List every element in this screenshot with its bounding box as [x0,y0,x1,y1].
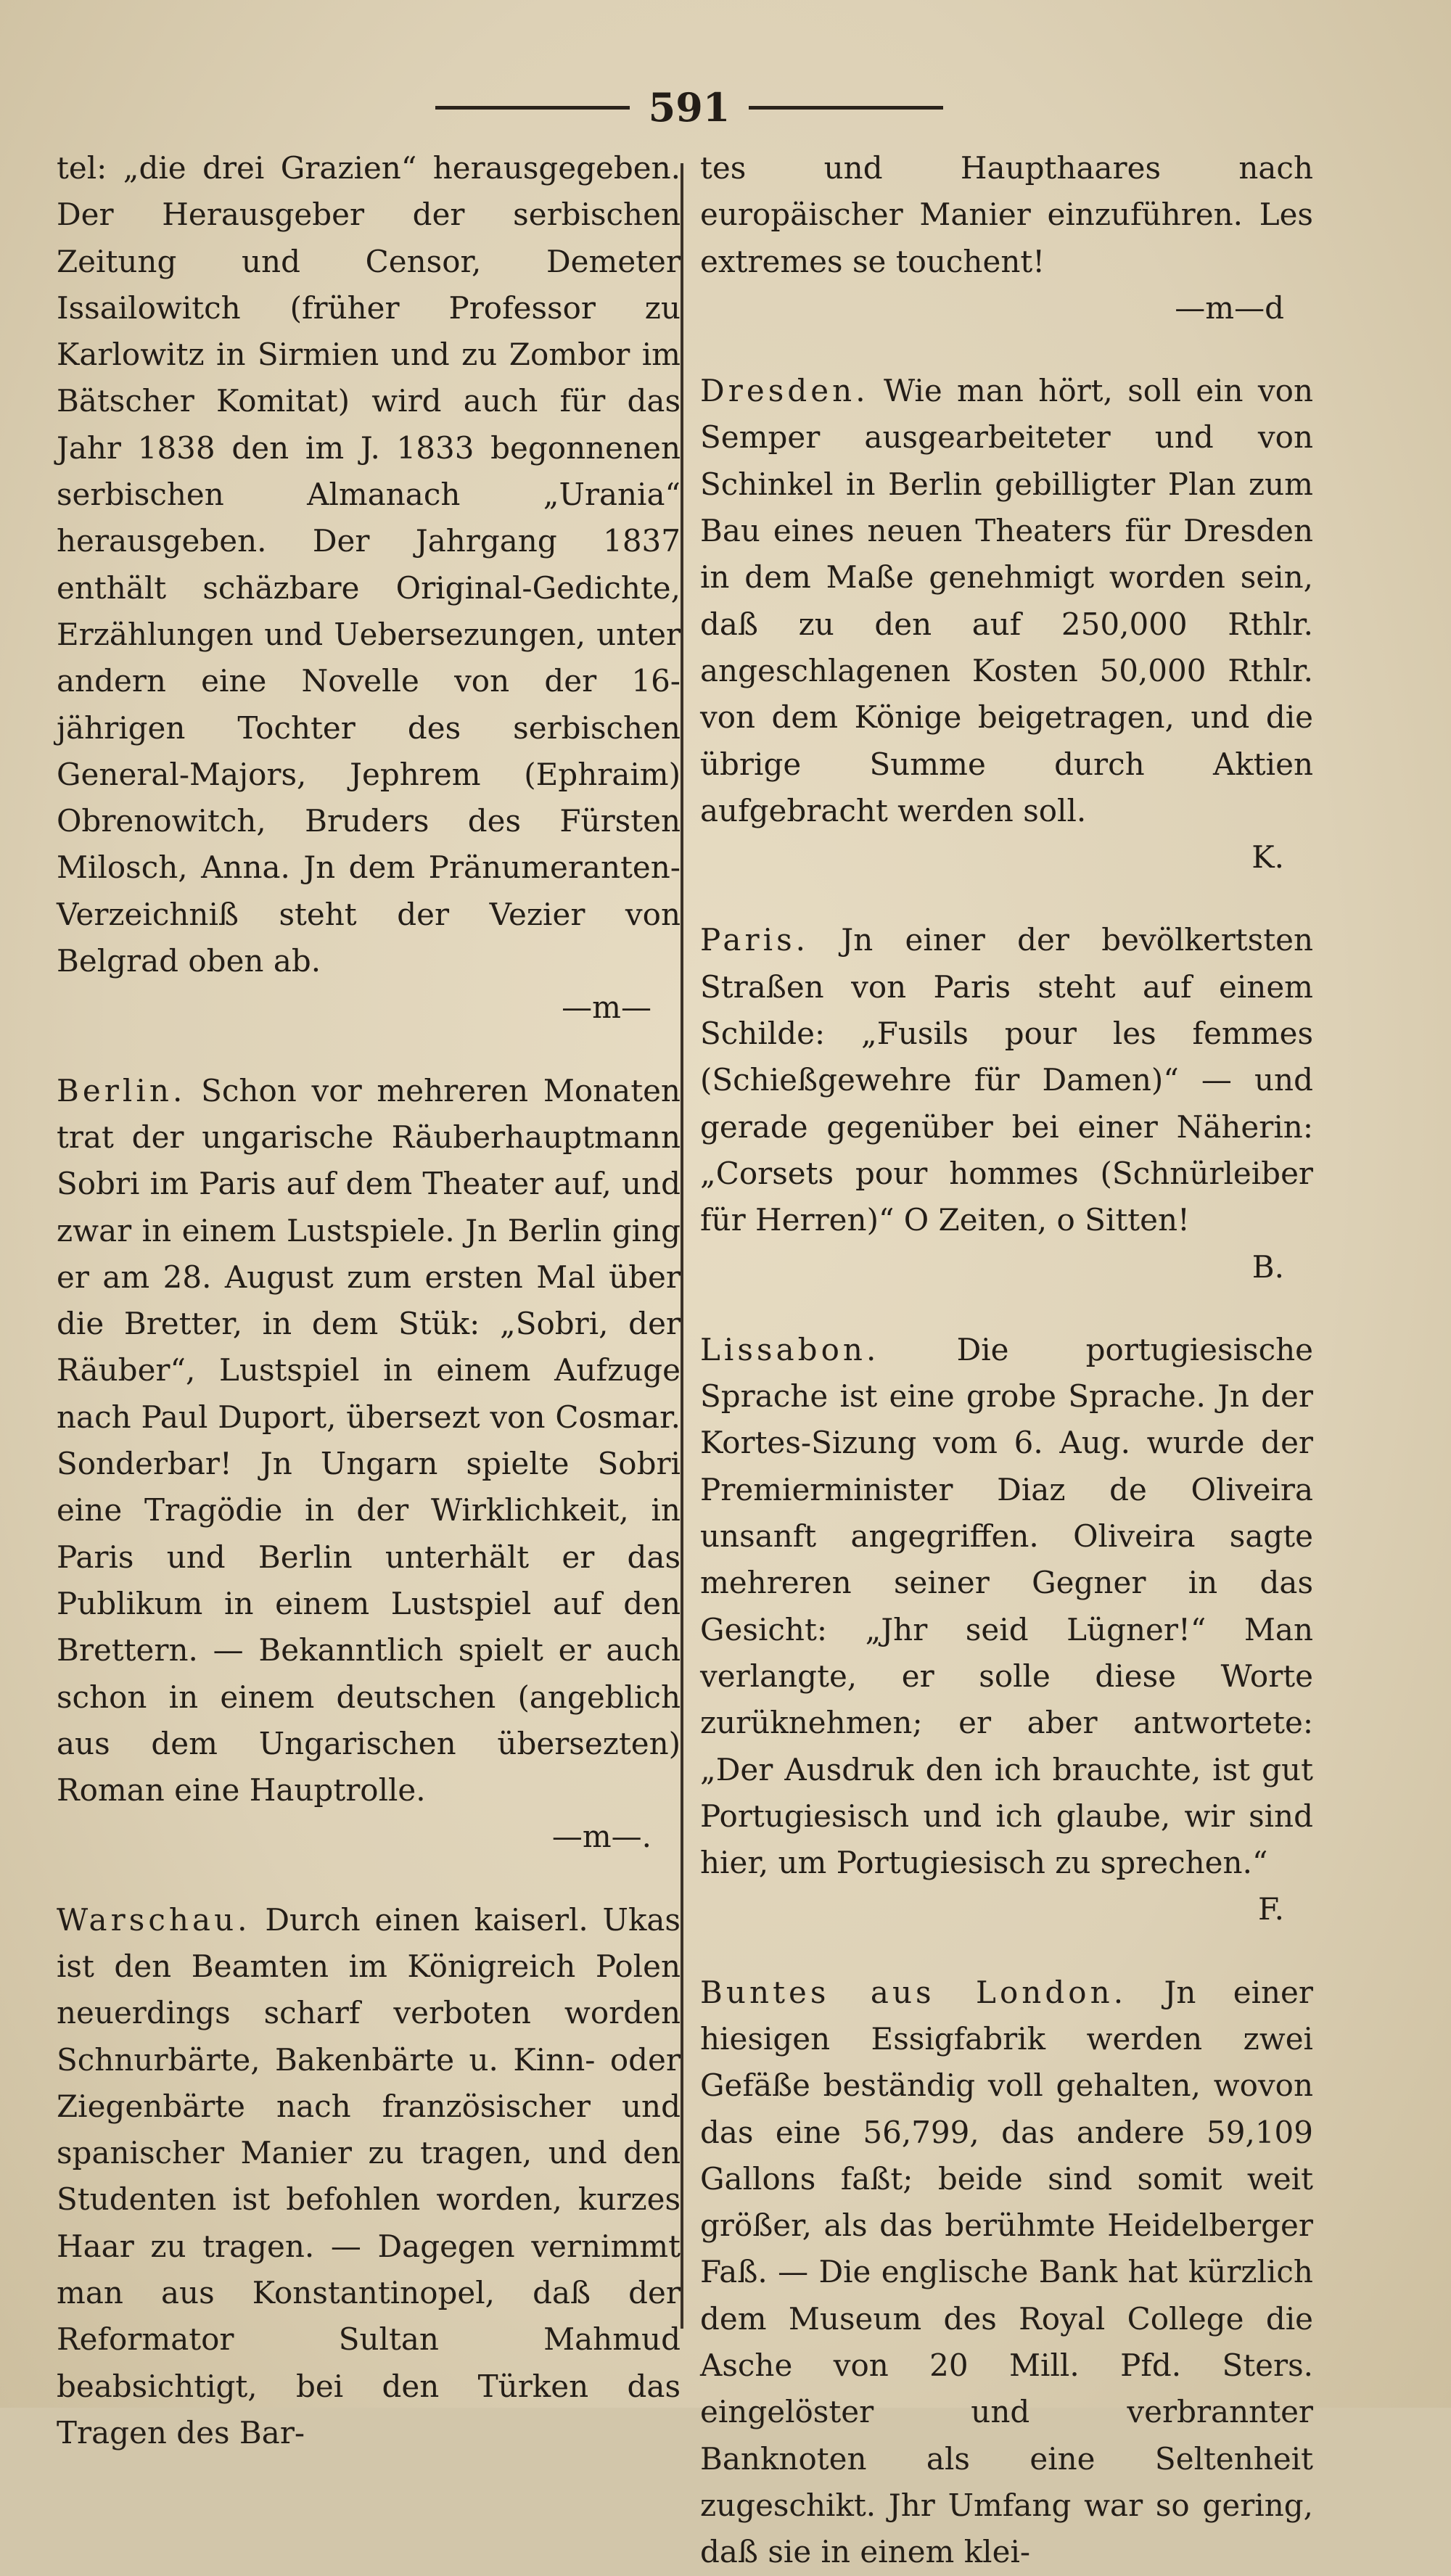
article-text: Schon vor mehreren Monaten trat der ungarische Räuberhauptmann Sobri im Paris auf dem Theater auf, und zwar in einem Lustspiele. Jn Berlin ging er am 28. August zum ersten Mal über die Bretter, in dem Stük: „Sobri, der Räuber“, Lustspiel in einem Aufzuge nach Paul Duport, übersezt von Cosmar. Sonderbar! Jn Ungarn spielte Sobri eine Tragödie in der Wirklichkeit, in Paris und Berlin unterhält er das Publikum in einem Lustspiel auf den Brettern. — Bekanntlich spielt er auch schon in einem deutschen (angeblich aus dem Ungarischen übersezten) Roman eine Hauptrolle. [57,1072,681,1808]
article-signature: B. [1251,1248,1284,1285]
article-warschau [57,1897,681,2457]
article-text: tes und Haupthaares nach europäischer Manier einzuführen. Les extremes se touchent! [700,150,1313,279]
right-column [700,145,1314,2570]
article-text: Die portugiesische Sprache ist eine grobe Sprache. Jn der Kortes-Sizung vom 6. Aug. wurde der Premierminister Diaz de Oliveira unsanft angegriffen. Oliveira sagte mehreren seiner Gegner in das Gesicht: „Jhr seid Lügner!“ Man verlangte, er solle diese Worte zurüknehmen; er aber antwortete: „Der Ausdruk den ich brauchte, ist gut Portugiesisch und ich glaube, wir sind hier, um Portugiesisch zu sprechen.“ [700,1331,1313,1881]
article-dresden [700,368,1313,881]
article-place: Warschau. [57,1901,251,1938]
article-text: Jn einer der bevölkertsten Straßen von Paris steht auf einem Schilde: „Fusils pour les femmes (Schießgewehre für Damen)“ — und gerade gegenüber bei einer Näherin: „Corsets pour hommes (Schnürleiber für Herren)“ O Zeiten, o Sitten! [700,922,1313,1238]
article-place: Lissabon. [700,1331,880,1367]
page-header [435,78,943,136]
header-rule-right [749,106,943,110]
article-signature: —m— [562,989,651,1026]
article-text: Durch einen kaiserl. Ukas ist den Beamten im Königreich Polen neuerdings scharf verboten worden Schnurbärte, Bakenbärte u. Kinn- oder Ziegenbärte nach französischer und spanischer Manier zu tragen, und den Studenten ist befohlen worden, kurzes Haar zu tragen. — Dagegen vernimmt man aus Konstantinopel, daß der Reformator Sultan Mahmud beabsichtigt, bei den Türken das Tragen des Bar- [57,1901,681,2451]
article-paris [700,917,1313,1290]
article-place: Paris. [700,922,810,958]
left-column [57,145,681,2451]
article-place: Dresden. [700,373,869,409]
article-berlin [57,1068,681,1861]
article-place: Berlin. [57,1072,186,1108]
article-place: Buntes aus London. [700,1974,1127,2010]
article-signature: —m—. [551,1819,651,1855]
article-continuation [57,145,681,1032]
article-london [700,1970,1313,2576]
article-continuation [700,145,1313,332]
article-text: Jn einer hiesigen Essigfabrik werden zwei Gefäße beständig voll gehalten, wovon das eine 56,799, das andere 59,109 Gallons faßt; beide sind somit weit größer, als das berühmte Heidelberger Faß. — Die englische Bank hat kürzlich dem Museum des Royal College die Asche von 20 Mill. Pfd. Sters. eingelöster und verbrannter Banknoten als eine Seltenheit zugeschikt. Jhr Umfang war so gering, daß sie in einem klei- [700,1974,1313,2570]
article-text: tel: „die drei Grazien“ herausgegeben. Der Herausgeber der serbischen Zeitung und Censor, Demeter Issailowitch (früher Professor zu Karlowitz in Sirmien und zu Zombor im Bätscher Komitat) wird auch für das Jahr 1838 den im J. 1833 begonnenen serbischen Almanach „Urania“ herausgeben. Der Jahrgang 1837 enthält schäzbare Original-Gedichte, Erzählungen und Uebersezungen, unter andern eine Novelle von der 16-jährigen Tochter des serbischen General-Majors, Jephrem (Ephraim) Obrenowitch, Bruders des Fürsten Milosch, Anna. Jn dem Pränumeranten-Verzeichniß steht der Vezier von Belgrad oben ab. [57,150,681,979]
article-text: Wie man hört, soll ein von Semper ausgearbeiteter und von Schinkel in Berlin gebilligter Plan zum Bau eines neuen Theaters für Dresden in dem Maße genehmigt worden sein, daß zu den auf 250,000 Rthlr. angeschlagenen Kosten 50,000 Rthlr. von dem Könige beigetragen, und die übrige Summe durch Aktien aufgebracht werden soll. [700,373,1314,828]
article-lissabon [700,1327,1313,1933]
column-divider [681,163,683,2329]
page-number: 591 [648,84,731,131]
article-signature: F. [1258,1891,1284,1927]
article-signature: K. [1251,839,1284,876]
header-rule-left [435,106,630,110]
article-signature: —m—d [1175,289,1284,326]
